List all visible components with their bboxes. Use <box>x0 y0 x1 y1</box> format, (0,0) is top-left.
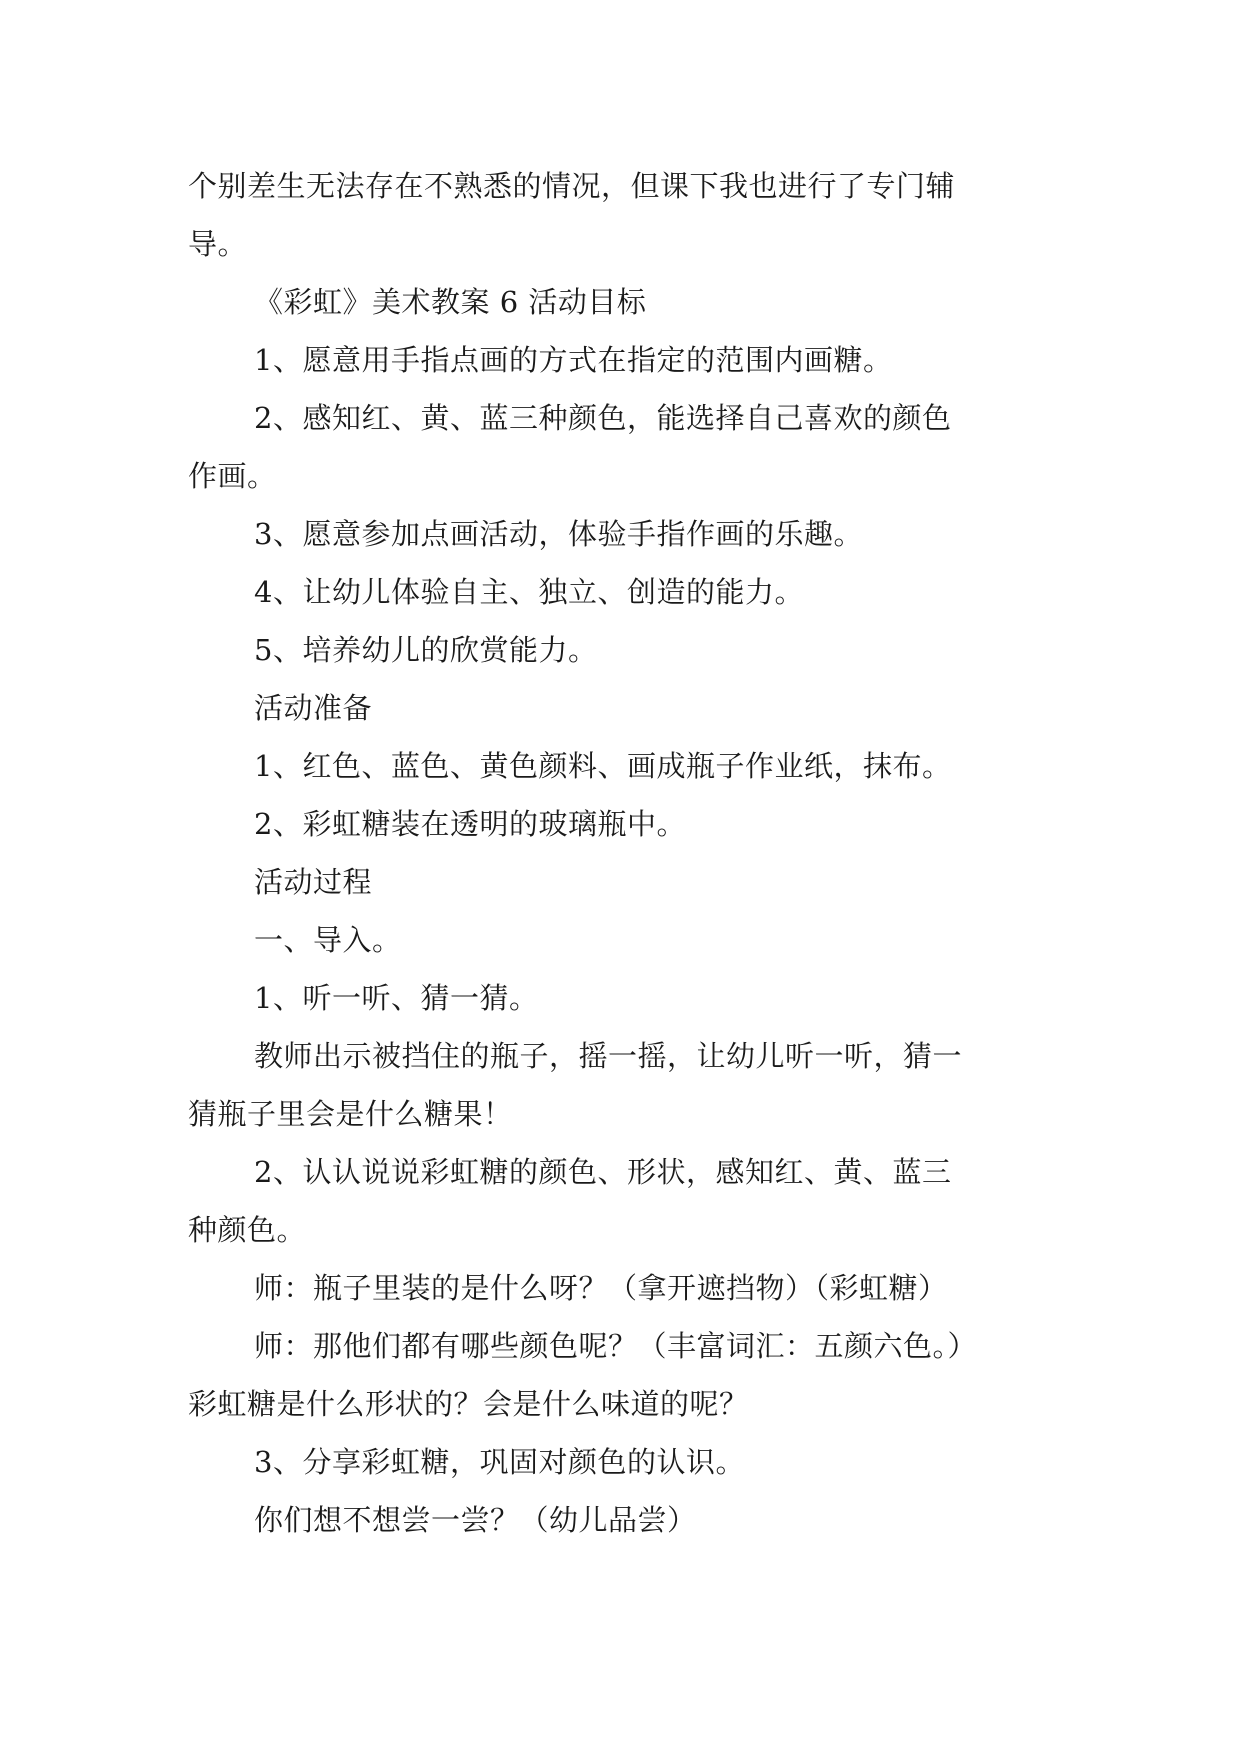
text-line: 一、导入。 <box>254 923 402 957</box>
text-line: 4、让幼儿体验自主、独立、创造的能力。 <box>254 575 804 609</box>
text-line: 1、愿意用手指点画的方式在指定的范围内画糖。 <box>254 343 893 377</box>
text-line: 2、认认说说彩虹糖的颜色、形状，感知红、黄、蓝三 <box>254 1155 952 1189</box>
text-line: 你们想不想尝一尝？（幼儿品尝） <box>254 1503 697 1537</box>
text-line: 师：瓶子里装的是什么呀？（拿开遮挡物）（彩虹糖） <box>254 1271 948 1305</box>
text-line: 种颜色。 <box>188 1213 307 1247</box>
text-line: 教师出示被挡住的瓶子，摇一摇，让幼儿听一听，猜一 <box>254 1039 963 1073</box>
section-heading: 《彩虹》美术教案 6 活动目标 <box>254 285 647 319</box>
text-line: 师：那他们都有哪些颜色呢？（丰富词汇：五颜六色。） <box>254 1329 978 1363</box>
text-line: 3、分享彩虹糖，巩固对颜色的认识。 <box>254 1445 745 1479</box>
text-line: 导。 <box>188 227 248 261</box>
text-line: 个别差生无法存在不熟悉的情况，但课下我也进行了专门辅 <box>188 169 956 203</box>
text-line: 3、愿意参加点画活动，体验手指作画的乐趣。 <box>254 517 863 551</box>
text-line: 彩虹糖是什么形状的？会是什么味道的呢？ <box>188 1387 749 1421</box>
text-line: 猜瓶子里会是什么糖果！ <box>188 1097 513 1131</box>
text-line: 1、红色、蓝色、黄色颜料、画成瓶子作业纸，抹布。 <box>254 749 952 783</box>
section-heading: 活动过程 <box>254 865 373 899</box>
text-line: 1、听一听、猜一猜。 <box>254 981 539 1015</box>
text-line: 5、培养幼儿的欣赏能力。 <box>254 633 598 667</box>
text-line: 2、彩虹糖装在透明的玻璃瓶中。 <box>254 807 686 841</box>
section-heading: 活动准备 <box>254 691 373 725</box>
document-body <box>188 157 1058 1549</box>
text-line: 作画。 <box>188 459 277 493</box>
text-line: 2、感知红、黄、蓝三种颜色，能选择自己喜欢的颜色 <box>254 401 952 435</box>
